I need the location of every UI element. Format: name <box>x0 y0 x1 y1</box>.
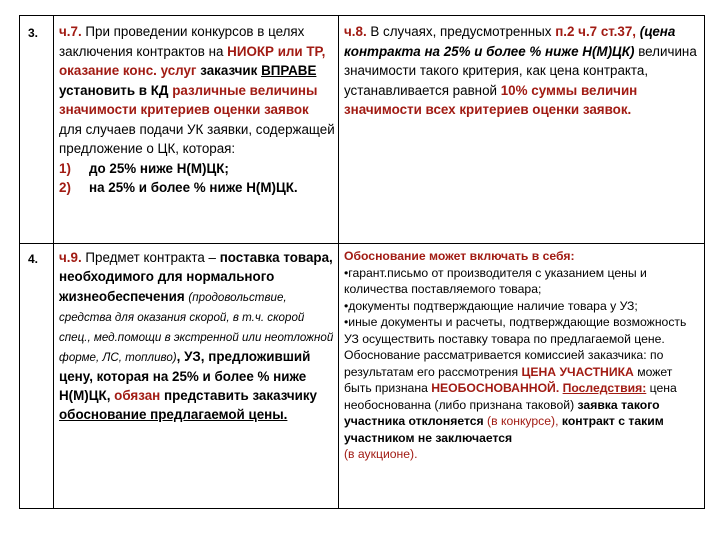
text: представить заказчику <box>160 387 317 403</box>
text: При проведении конкурсов в целях заключения контрактов на <box>59 24 305 59</box>
highlight: п.2 ч.7 ст.37, <box>555 24 636 39</box>
highlight: 10% суммы величин значимости всех критериев оценки заявок. <box>344 82 638 117</box>
paragraph <box>344 347 701 463</box>
text: контракт с таким участником не заключается <box>344 414 664 445</box>
highlight: обязан <box>114 387 161 403</box>
row-number: 4. <box>28 252 39 266</box>
highlight: ЦЕНА УЧАСТНИКА <box>521 364 634 379</box>
list-text: на 25% и более % ниже Н(М)ЦК. <box>89 180 298 195</box>
justification-text <box>344 248 701 463</box>
column-divider <box>53 16 54 508</box>
clause-9-text <box>59 248 335 424</box>
highlight: обоснование предлагаемой цены. <box>59 407 288 423</box>
text: величина значимости такого критерия, как цена контракта, устанавливается равной <box>344 43 697 98</box>
clause-number: ч.9. <box>59 250 82 265</box>
condition-list <box>59 159 335 198</box>
text: Предмет контракта – <box>81 250 220 265</box>
row-number: 3. <box>28 26 39 40</box>
list-item <box>59 159 335 179</box>
text: заказчик <box>196 63 262 78</box>
highlight: Последствия: <box>562 381 647 395</box>
row-divider <box>20 243 704 244</box>
list-marker: 1) <box>59 160 71 176</box>
text: для случаев подачи УК заявки, содержащей предложение о ЦК, которая: <box>59 121 335 156</box>
clause-number: ч.8. <box>344 24 367 39</box>
text: (в конкурсе), <box>483 414 559 428</box>
text: цена необоснованна (либо признана таковой) <box>344 381 677 412</box>
bullet-item: •документы подтверждающие наличие товара у УЗ; <box>344 298 638 313</box>
text: установить в КД <box>59 82 173 98</box>
column-divider <box>338 16 339 508</box>
list-text: до 25% ниже Н(М)ЦК; <box>89 160 229 176</box>
bullet-item: •гарант.письмо от производителя с указанием цены и количества поставляемого товара; <box>344 265 647 296</box>
list-marker: 2) <box>59 180 71 195</box>
clause-8-text <box>344 22 700 120</box>
clause-7-text <box>59 22 335 198</box>
text: поставка товара, необходимого для нормального жизнеобеспечения <box>59 250 333 304</box>
note: (продовольствие, средства для оказания скорой, в т.ч. скорой спец., мед.помощи в экстренной или неотложной форме, ЛС, топливо) <box>59 290 334 364</box>
highlight: различные величины значимости критериев оценки заявок <box>59 82 318 117</box>
text: В случаях, предусмотренных <box>366 24 556 39</box>
highlight: НЕОБОСНОВАННОЙ. <box>431 381 560 395</box>
text: (в аукционе). <box>344 447 418 461</box>
highlight: НИОКР или ТР, оказание конс. услуг <box>59 43 326 78</box>
text: , УЗ, предложивший цену, которая на 25% и более % ниже Н(М)ЦК, <box>59 348 311 403</box>
list-item <box>59 178 335 198</box>
text: заявка такого участника отклоняется <box>344 397 660 428</box>
clause-number: ч.7. <box>59 24 82 39</box>
highlight: ВПРАВЕ <box>261 63 317 78</box>
heading: Обоснование может включать в себя: <box>344 249 575 263</box>
table <box>19 15 705 509</box>
text: может быть признана <box>344 364 673 395</box>
bullet-item: •иные документы и расчеты, подтверждающие возможность УЗ осуществить поставку товара по предлагаемой цене. <box>344 315 687 346</box>
text: Обоснование рассматривается комиссией заказчика: по результатам его рассмотрения <box>344 348 664 379</box>
text: (цена контракта на 25% и более % ниже Н(М)ЦК) <box>344 24 676 59</box>
